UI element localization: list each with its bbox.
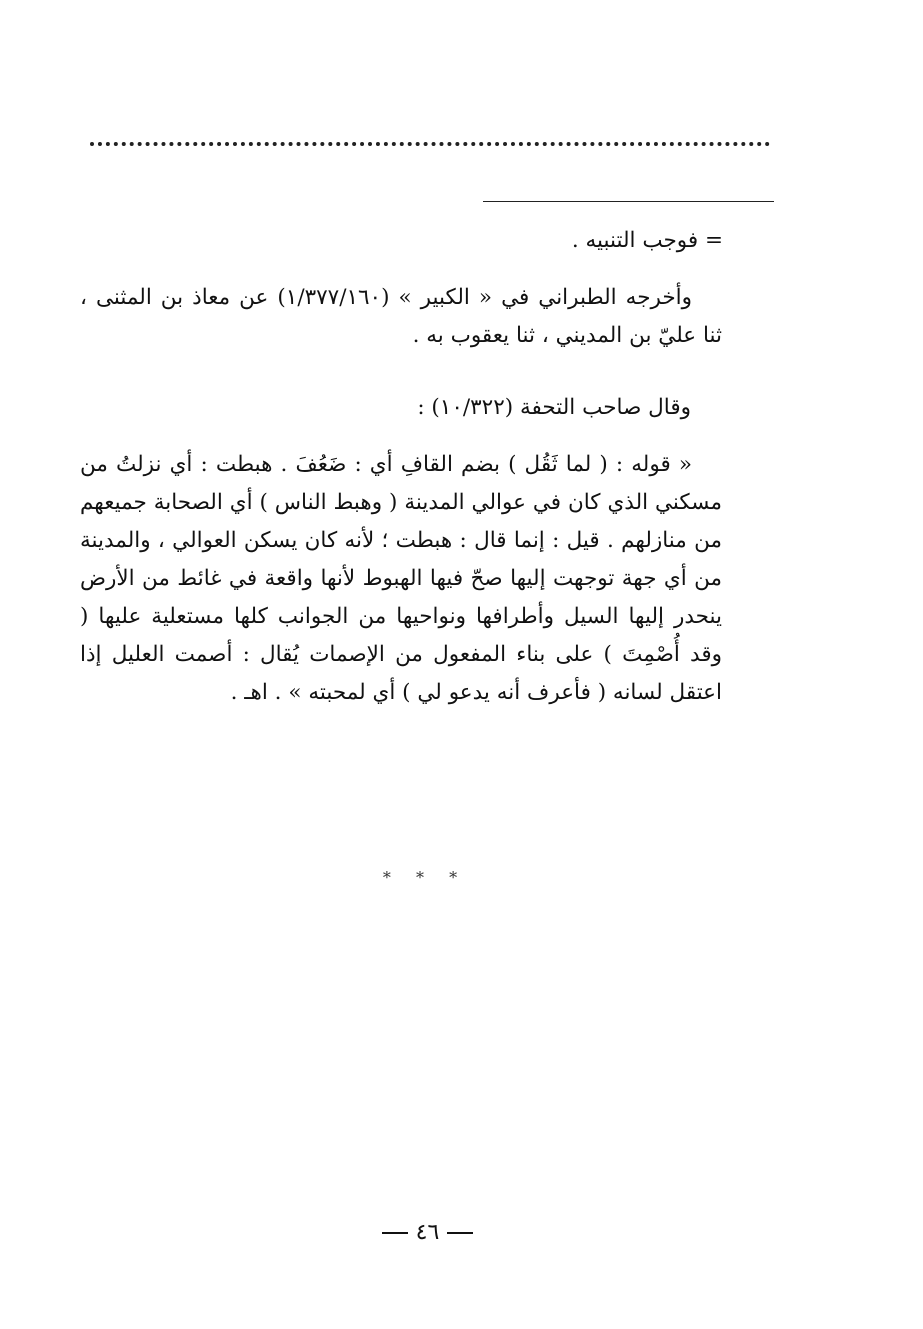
page-number-value: ٤٦: [415, 1220, 440, 1245]
paragraph-text: « قوله : ( لما ثَقُل ) بضم القافِ أي : ضَعُفَ . هبطت : أي نزلتُ من مسكني الذي كان في عوالي المدينة ( وهبط الناس ) أي الصحابة جميعهم من منازلهم . قيل : إنما قال : هبطت ؛ لأنه كان يسكن العوالي ، والمدينة من أي جهة توجهت إليها صحّ فيها الهبوط لأنها واقعة في غائط من الأرض ينحدر إليها السيل وأطرافها ونواحيها من الجوانب كلها مستعلية عليها ( وقد أُصْمِتَ ) على بناء المفعول من الإصمات يُقال : أصمت العليل إذا اعتقل لسانه ( فأعرف أنه يدعو لي ) أي لمحبته » . اهـ .: [80, 452, 722, 705]
footnote-paragraph-tabarani: [80, 279, 722, 355]
paragraph-text: وأخرجه الطبراني في « الكبير » (١/٣٧٧/١٦٠) عن معاذ بن المثنى ، ثنا عليّ بن المديني ، ثنا يعقوب به .: [80, 285, 722, 348]
footnote-paragraph-quote: [80, 446, 722, 712]
page-number-dash-left: [382, 1232, 408, 1234]
dotted-separator-line: [90, 142, 770, 146]
section-separator-stars: * * *: [382, 868, 468, 887]
footnote-continuation-line: = فوجب التنبيه .: [571, 228, 723, 253]
page-number-dash-right: [447, 1232, 473, 1234]
footnote-rule: [483, 201, 774, 202]
footnote-paragraph-tuhfa-intro: وقال صاحب التحفة (١٠/٣٢٢) :: [417, 395, 691, 420]
page-number: [0, 1220, 855, 1245]
